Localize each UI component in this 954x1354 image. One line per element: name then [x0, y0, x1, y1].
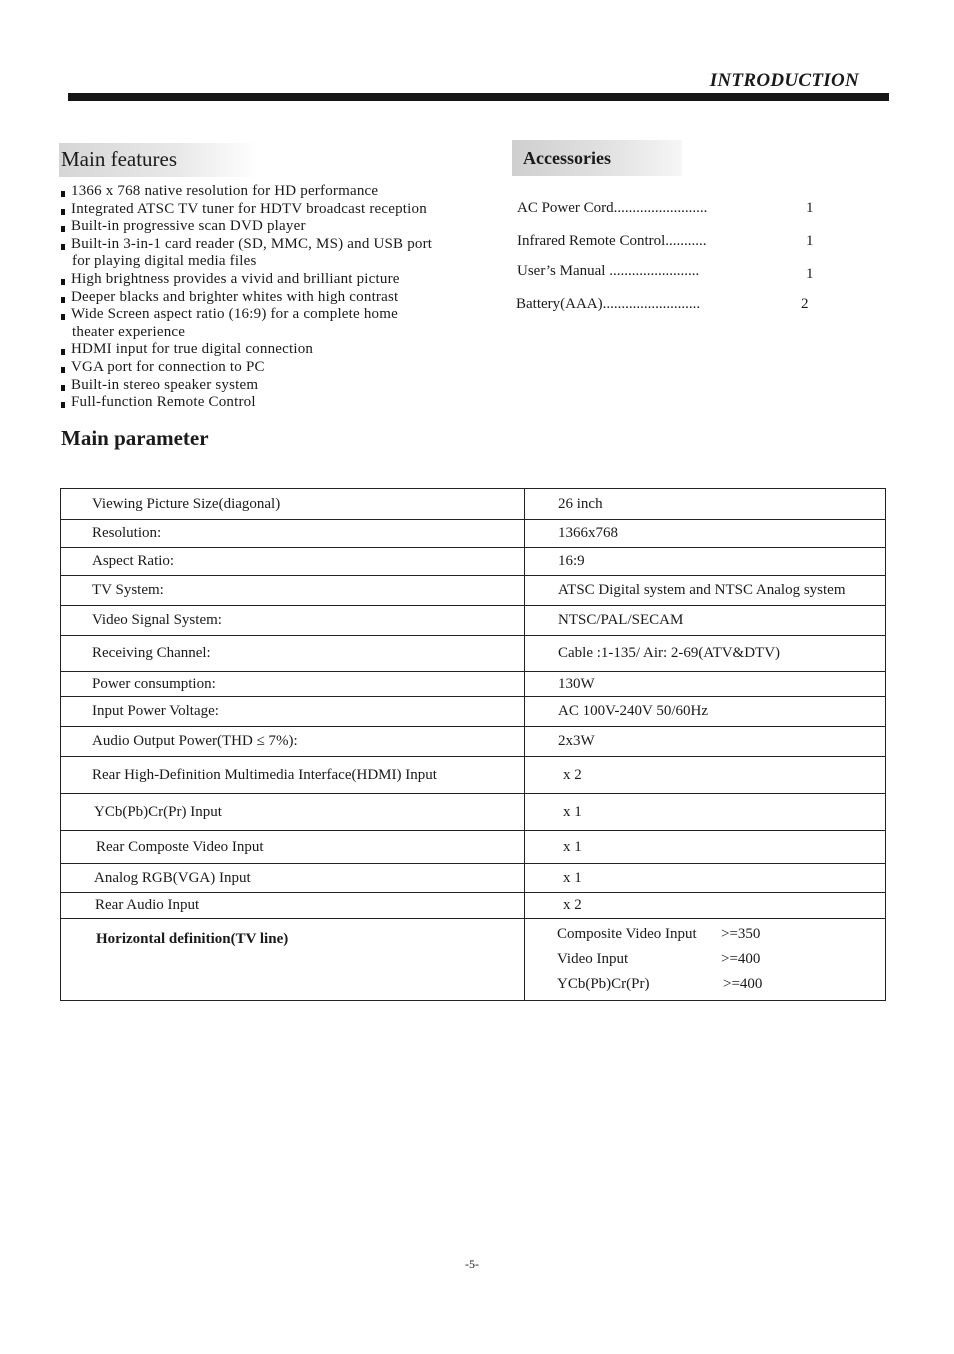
accessory-item: AC Power Cord......................... 1: [517, 200, 814, 216]
table-row: Input Power Voltage: AC 100V-240V 50/60Hz: [61, 697, 886, 727]
accessory-item: User’s Manual ........................ 1: [517, 263, 814, 282]
table-row: Rear Audio Input x 2: [61, 893, 886, 919]
table-row: Audio Output Power(THD ≤ 7%): 2x3W: [61, 727, 886, 757]
table-row: YCb(Pb)Cr(Pr) Input x 1: [61, 794, 886, 831]
table-row: TV System: ATSC Digital system and NTSC Analog system: [61, 576, 886, 606]
accessories-heading: Accessories: [523, 148, 611, 168]
list-item: Built-in stereo speaker system: [60, 377, 480, 395]
table-row: Analog RGB(VGA) Input x 1: [61, 864, 886, 893]
parameters-heading: Main parameter: [61, 426, 209, 450]
hdef-entry: Video Input >=400: [557, 951, 761, 967]
table-row: Rear Composte Video Input x 1: [61, 831, 886, 864]
list-item: VGA port for connection to PC: [60, 359, 480, 377]
list-item: Integrated ATSC TV tuner for HDTV broadcast reception: [60, 201, 480, 219]
table-row: Viewing Picture Size(diagonal) 26 inch: [61, 489, 886, 520]
accessory-item: Battery(AAA).......................... 2: [516, 296, 809, 312]
parameters-table: [60, 488, 886, 1001]
accessory-item: Infrared Remote Control........... 1: [517, 233, 814, 249]
table-row: Receiving Channel: Cable :1-135/ Air: 2-69(ATV&DTV): [61, 636, 886, 672]
list-item: HDMI input for true digital connection: [60, 341, 480, 359]
features-heading-band: [59, 143, 259, 177]
table-row: Power consumption: 130W: [61, 672, 886, 697]
list-item: Full-function Remote Control: [60, 394, 480, 412]
table-row: Rear High-Definition Multimedia Interface(HDMI) Input x 2: [61, 757, 886, 794]
list-item: High brightness provides a vivid and brilliant picture: [60, 271, 480, 289]
list-item: Wide Screen aspect ratio (16:9) for a complete home theater experience: [60, 306, 480, 341]
list-item: Built-in 3-in-1 card reader (SD, MMC, MS) and USB port for playing digital media files: [60, 236, 480, 271]
features-list: [60, 183, 480, 412]
hdef-entry: YCb(Pb)Cr(Pr) >=400: [557, 976, 763, 992]
table-row: Resolution: 1366x768: [61, 520, 886, 548]
table-row: Aspect Ratio: 16:9: [61, 548, 886, 576]
page-number: -5-: [465, 1257, 479, 1271]
table-row: Horizontal definition(TV line) Composite Video Input >=350 Video Input >=400 YCb(Pb)Cr(Pr) >=400: [61, 919, 886, 1001]
table-row: Video Signal System: NTSC/PAL/SECAM: [61, 606, 886, 636]
list-item: Deeper blacks and brighter whites with high contrast: [60, 289, 480, 307]
list-item: Built-in progressive scan DVD player: [60, 218, 480, 236]
header-rule: [68, 93, 889, 101]
features-heading: Main features: [61, 147, 178, 171]
hdef-entry: Composite Video Input >=350: [557, 926, 761, 942]
list-item: 1366 x 768 native resolution for HD performance: [60, 183, 480, 201]
section-title: INTRODUCTION: [709, 70, 859, 91]
accessories-heading-band: [512, 140, 682, 176]
